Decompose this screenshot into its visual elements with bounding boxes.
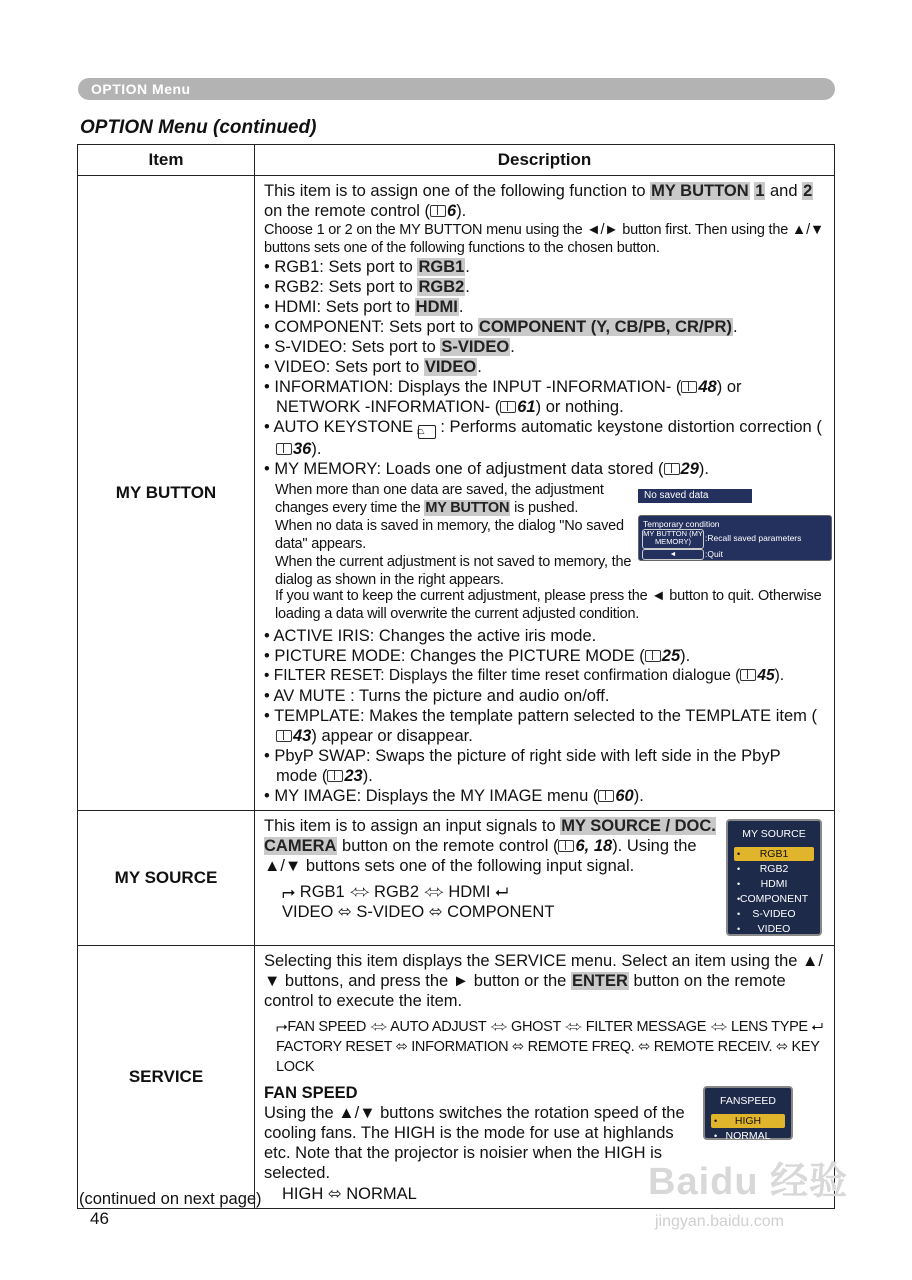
fan-speed-text: Using the ▲/▼ buttons switches the rotation speed of the cooling fans. The HIGH is the mode for use at highlands etc. Note that the projector is noisier when the HIGH is selected. bbox=[264, 1104, 685, 1182]
keystone-icon: ⏢ bbox=[418, 425, 436, 439]
cycle-start-arrow-icon: ⮣ bbox=[276, 1019, 288, 1035]
menu-option: • HDMI bbox=[734, 877, 814, 891]
book-icon bbox=[276, 443, 292, 455]
bullet-port-item: • RGB1: Sets port to RGB1. bbox=[264, 258, 470, 276]
book-icon bbox=[430, 205, 446, 217]
bullet-information: • INFORMATION: Displays the INPUT -INFORMATION- ( 48) or NETWORK -INFORMATION- ( 61) or nothing. bbox=[264, 378, 742, 416]
bullet-auto-keystone: • AUTO KEYSTONE ⏢ : Performs automatic keystone distortion correction (36). bbox=[264, 418, 822, 458]
page-number: 46 bbox=[90, 1209, 109, 1228]
table-row-my-button bbox=[78, 176, 835, 811]
service-text: Selecting this item displays the SERVICE menu. Select an item using the ▲/▼ buttons, and press the ► button or the ENTER button on the remote control to execute the item. bbox=[264, 952, 823, 1010]
description-my-source bbox=[255, 811, 835, 946]
table-header-row bbox=[78, 145, 835, 176]
fan-speed-menu-preview: FANSPEED • HIGH • NORMAL bbox=[703, 1086, 793, 1140]
menu-option: • RGB1 bbox=[734, 847, 814, 861]
my-button-port-list bbox=[264, 257, 826, 377]
my-button-intro: This item is to assign one of the following function to MY BUTTON 1 and 2 on the remote control ( 6). bbox=[264, 182, 813, 220]
bullet-my-memory: • MY MEMORY: Loads one of adjustment data stored ( 29). bbox=[264, 460, 709, 478]
cycle-start-arrow-icon: ⮣ bbox=[282, 883, 296, 901]
cycle-return-arrow-icon: ⮠ bbox=[495, 883, 509, 901]
fan-speed-cycle: HIGH ⬄ NORMAL bbox=[282, 1185, 417, 1203]
table-row-my-source bbox=[78, 811, 835, 946]
service-cycle: ⮣FAN SPEED ⬄ AUTO ADJUST ⬄ GHOST ⬄ FILTER MESSAGE ⬄ LENS TYPE ⮠ FACTORY RESET ⬄ INFORMATION ⬄ REMOTE FREQ. ⬄ REMOTE RECEIV. ⬄ KEY LOCK bbox=[276, 1019, 823, 1075]
my-source-text: This item is to assign an input signals to MY SOURCE / DOC. CAMERA button on the remote control ( 6, 18). Using the ▲/▼ buttons sets one of the following input signal. bbox=[264, 817, 716, 875]
book-icon bbox=[740, 669, 756, 681]
item-my-source: MY SOURCE bbox=[78, 811, 255, 946]
my-memory-note-text: When more than one data are saved, the adjustment changes every time the MY BUTTON is pushed. When no data is saved in memory, the dialog "No saved data" appears. When the current adjustment is not saved to memory, the dialog as shown in the right appears. bbox=[275, 482, 632, 588]
book-icon bbox=[500, 401, 516, 413]
watermark-logo: Baidu 经验 bbox=[648, 1161, 849, 1203]
bullet-active-iris: • ACTIVE IRIS: Changes the active iris mode. bbox=[264, 627, 597, 645]
book-icon bbox=[598, 790, 614, 802]
menu-option: • COMPONENT bbox=[734, 892, 814, 906]
book-icon bbox=[664, 463, 680, 475]
my-button-choose-note: Choose 1 or 2 on the MY BUTTON menu using the ◄/► button first. Then using the ▲/▼ buttons sets one of the following functions to the chosen button. bbox=[264, 222, 825, 256]
menu-option: • S-VIDEO bbox=[734, 907, 814, 921]
bullet-port-item: • VIDEO: Sets port to VIDEO. bbox=[264, 358, 482, 376]
dialog-my-button-key: MY BUTTON (MY MEMORY) bbox=[642, 529, 704, 549]
bullet-pbyp-swap: • PbyP SWAP: Swaps the picture of right side with left side in the PbyP mode ( 23). bbox=[264, 747, 781, 785]
column-header-description: Description bbox=[255, 145, 835, 176]
no-saved-data-dialog: No saved data bbox=[638, 489, 752, 503]
menu-option: • NORMAL bbox=[711, 1129, 785, 1143]
section-header-label: OPTION Menu bbox=[91, 81, 191, 97]
dialog-back-key: ◄ bbox=[642, 549, 704, 560]
cycle-return-arrow-icon: ⮠ bbox=[811, 1019, 823, 1035]
menu-option: • RGB2 bbox=[734, 862, 814, 876]
fan-speed-title: FAN SPEED bbox=[264, 1084, 358, 1102]
continued-note: (continued on next page) bbox=[79, 1190, 262, 1208]
menu-option: • VIDEO bbox=[734, 922, 814, 936]
bullet-picture-mode: • PICTURE MODE: Changes the PICTURE MODE ( 25). bbox=[264, 647, 691, 665]
column-header-item: Item bbox=[78, 145, 255, 176]
my-memory-notes bbox=[264, 481, 826, 626]
my-source-menu-preview: MY SOURCE • RGB1 • RGB2 • HDMI • COMPONENT • S-VIDEO • VIDEO bbox=[726, 819, 822, 936]
bullet-port-item: • S-VIDEO: Sets port to S-VIDEO. bbox=[264, 338, 515, 356]
bullet-av-mute: • AV MUTE : Turns the picture and audio on/off. bbox=[264, 687, 610, 705]
description-my-button bbox=[255, 176, 835, 811]
menu-option: • HIGH bbox=[711, 1114, 785, 1128]
book-icon bbox=[645, 650, 661, 662]
book-icon bbox=[327, 770, 343, 782]
section-header-bar bbox=[78, 78, 835, 100]
bullet-port-item: • COMPONENT: Sets port to COMPONENT (Y, CB/PB, CR/PR). bbox=[264, 318, 738, 336]
book-icon bbox=[681, 381, 697, 393]
page-title: OPTION Menu (continued) bbox=[80, 117, 317, 138]
watermark-url: jingyan.baidu.com bbox=[655, 1213, 784, 1230]
bullet-my-image: • MY IMAGE: Displays the MY IMAGE menu ( 60). bbox=[264, 787, 644, 805]
item-service: SERVICE bbox=[78, 946, 255, 1209]
bullet-port-item: • HDMI: Sets port to HDMI. bbox=[264, 298, 464, 316]
my-memory-note-quit: If you want to keep the current adjustment, please press the ◄ button to quit. Otherwise loading a data will overwrite the current adjusted condition. bbox=[275, 588, 822, 622]
book-icon bbox=[558, 840, 574, 852]
item-my-button: MY BUTTON bbox=[78, 176, 255, 811]
bullet-filter-reset: • FILTER RESET: Displays the filter time reset confirmation dialogue ( 45). bbox=[264, 667, 785, 684]
option-table bbox=[77, 144, 835, 1209]
my-source-cycle: ⮣ RGB1 ⬄ RGB2 ⬄ HDMI ⮠ VIDEO ⬄ S-VIDEO ⬄ COMPONENT bbox=[282, 883, 555, 921]
book-icon bbox=[276, 730, 292, 742]
bullet-port-item: • RGB2: Sets port to RGB2. bbox=[264, 278, 470, 296]
temporary-condition-dialog: Temporary condition MY BUTTON (MY MEMORY) :Recall saved parameters ◄ :Quit bbox=[638, 515, 832, 561]
bullet-template: • TEMPLATE: Makes the template pattern selected to the TEMPLATE item (43) appear or disappear. bbox=[264, 707, 817, 745]
